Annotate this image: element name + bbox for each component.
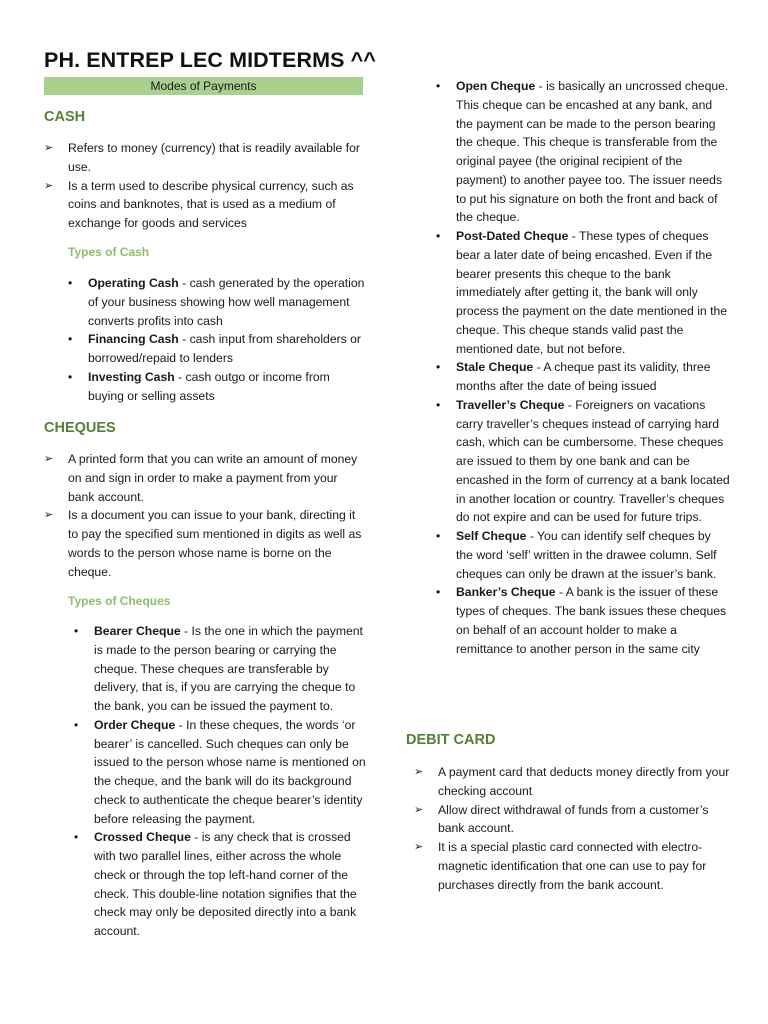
- list-item: ➢ Refers to money (currency) that is readily available for use.: [44, 141, 360, 174]
- list-item: ➢ Is a term used to describe physical currency, such as coins and banknotes, that is used as a medium of exchange for goods and services: [44, 178, 354, 230]
- bullet-icon: •: [68, 332, 73, 347]
- list-item: • Order Cheque - In these cheques, the words ‘or bearer’ is cancelled. Such cheques can only be issued to the person whose name is mentioned on the cheque, and the bank will do its background check to authenticate the cheque bearer’s identity before releasing the payment.: [74, 717, 366, 826]
- bullet-icon: •: [74, 624, 79, 638]
- bullet-icon: •: [436, 585, 441, 600]
- bullet-icon: •: [436, 79, 441, 93]
- section-banner: Modes of Payments: [44, 77, 363, 95]
- list-item: ➢ A printed form that you can write an amount of money on and sign in order to make a payment from your bank account.: [44, 452, 358, 504]
- cheque-types-list-left: [72, 622, 366, 941]
- bullet-icon: •: [436, 529, 441, 543]
- list-item: ➢ Is a document you can issue to your bank, directing it to pay the specified sum mentioned in digits as well as words to the person whose name is borne on the cheque.: [44, 508, 362, 579]
- bullet-icon: •: [68, 276, 73, 290]
- list-item: • Banker’s Cheque - A bank is the issuer of these types of cheques. The bank issues these cheques on behalf of an account holder to make a remittance to another person in the same city: [436, 585, 727, 656]
- list-item: • Investing Cash - cash outgo or income from buying or selling assets: [68, 369, 330, 403]
- arrow-bullet-icon: ➢: [414, 766, 424, 778]
- bullet-icon: •: [436, 360, 441, 375]
- list-item: ➢ It is a special plastic card connected with electro-magnetic identification that one can use to pay for purchases directly from the bank account.: [414, 840, 707, 892]
- list-item: • Stale Cheque - A cheque past its validity, three months after the date of being issued: [436, 360, 711, 393]
- arrow-bullet-icon: ➢: [44, 142, 54, 154]
- list-item: • Post-Dated Cheque - These types of cheques bear a later date of being encashed. Even if the bearer presents this cheque to the bank immediately after getting it, the bank will only process the payment on the date mentioned in the cheque. This cheque stands valid past the mentioned date, but not before.: [436, 229, 728, 356]
- cash-types-list: [66, 274, 366, 405]
- list-item: • Traveller’s Cheque - Foreigners on vacations carry traveller’s cheques instead of carrying hard cash, which can be cumbersome. These cheques are issued to them by one bank and can be encashed in the form of currency at a bank located in another location or country. Traveller’s cheques do not expire and can be used for future trips.: [436, 397, 730, 525]
- list-item: • Self Cheque - You can identify self cheques by the word ‘self’ written in the drawee column. Self cheques can only be drawn at the issuer’s bank.: [436, 529, 717, 581]
- types-of-cheques-heading: Types of Cheques: [68, 594, 171, 608]
- arrow-bullet-icon: ➢: [414, 803, 424, 816]
- list-item: ➢ A payment card that deducts money directly from your checking account: [414, 765, 730, 798]
- list-item: • Crossed Cheque - is any check that is crossed with two parallel lines, either across the whole check or through the top left-hand corner of the check. This double-line notation signifies that the check may only be deposited directly into a bank account.: [74, 830, 357, 938]
- list-item: • Open Cheque - is basically an uncrossed cheque. This cheque can be encashed at any bank, and the payment can be made to the person bearing the cheque. This cheque is transferable from the original payee (the original recipient of the payment) to another payee too. The issuer needs to put his signature on both the front and back of the cheque.: [436, 79, 729, 225]
- debit-card-heading: DEBIT CARD: [406, 732, 496, 748]
- document-title: PH. ENTREP LEC MIDTERMS ^^: [44, 48, 376, 72]
- arrow-bullet-icon: ➢: [44, 179, 54, 192]
- arrow-bullet-icon: ➢: [414, 841, 424, 853]
- cash-heading: CASH: [44, 109, 86, 125]
- arrow-bullet-icon: ➢: [44, 509, 54, 522]
- debit-card-points: [414, 763, 730, 894]
- cheques-heading: CHEQUES: [44, 420, 116, 436]
- cheques-points: [44, 450, 366, 581]
- bullet-icon: •: [436, 229, 441, 243]
- bullet-icon: •: [74, 830, 79, 845]
- list-item: • Operating Cash - cash generated by the operation of your business showing how well management converts profits into cash: [68, 276, 365, 328]
- bullet-icon: •: [74, 717, 79, 732]
- list-item: ➢ Allow direct withdrawal of funds from a customer’s bank account.: [414, 802, 709, 836]
- list-item: • Financing Cash - cash input from shareholders or borrowed/repaid to lenders: [68, 332, 361, 365]
- bullet-icon: •: [68, 369, 73, 384]
- list-item: • Bearer Cheque - Is the one in which the payment is made to the person bearing or carrying the cheque. These cheques are transferable by delivery, that is, if you are carrying the cheque to the bank, you can be issued the payment to.: [74, 624, 363, 713]
- arrow-bullet-icon: ➢: [44, 453, 54, 465]
- bullet-icon: •: [436, 397, 441, 412]
- types-of-cash-heading: Types of Cash: [68, 245, 150, 259]
- cash-points: [44, 139, 366, 233]
- cheque-types-list-right: [434, 77, 730, 658]
